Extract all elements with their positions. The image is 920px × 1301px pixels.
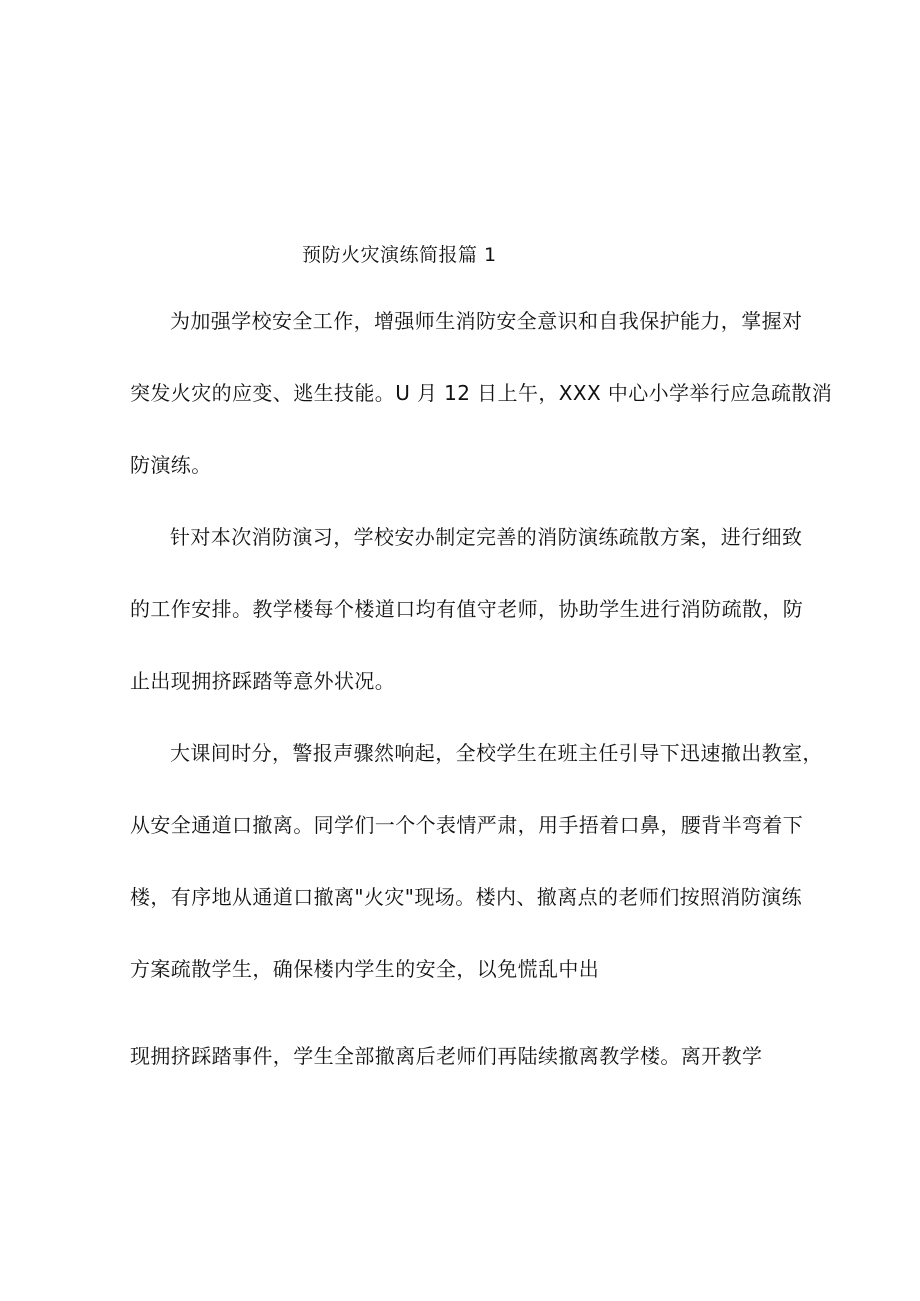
paragraph-1-line-3: 防演练。	[130, 453, 212, 477]
paragraph-2-line-2: 的工作安排。教学楼每个楼道口均有值守老师，协助学生进行消防疏散，防	[130, 597, 804, 621]
paragraph-3-line-5: 现拥挤踩踏事件，学生全部撤离后老师们再陆续撤离教学楼。离开教学	[130, 1044, 763, 1068]
paragraph-1-line-2: 突发火灾的应变、逃生技能。U 月 12 日上午，XXX 中心小学举行应急疏散消	[130, 381, 833, 405]
paragraph-3-line-3: 楼，有序地从通道口撤离"火灾"现场。楼内、撤离点的老师们按照消防演练	[130, 885, 802, 909]
paragraph-3-line-1: 大课间时分，警报声骤然响起，全校学生在班主任引导下迅速撤出教室，	[170, 741, 823, 765]
paragraph-3-line-2: 从安全通道口撤离。同学们一个个表情严肃，用手捂着口鼻，腰背半弯着下	[130, 813, 804, 837]
paragraph-2-line-3: 止出现拥挤踩踏等意外状况。	[130, 669, 396, 693]
paragraph-2-line-1: 针对本次消防演习，学校安办制定完善的消防演练疏散方案，进行细致	[170, 525, 803, 549]
paragraph-1-line-1: 为加强学校安全工作，增强师生消防安全意识和自我保护能力，掌握对	[170, 309, 803, 333]
paragraph-3-line-4: 方案疏散学生，确保楼内学生的安全，以免慌乱中出	[130, 957, 600, 981]
document-title: 预防火灾演练简报篇 1	[302, 244, 497, 266]
